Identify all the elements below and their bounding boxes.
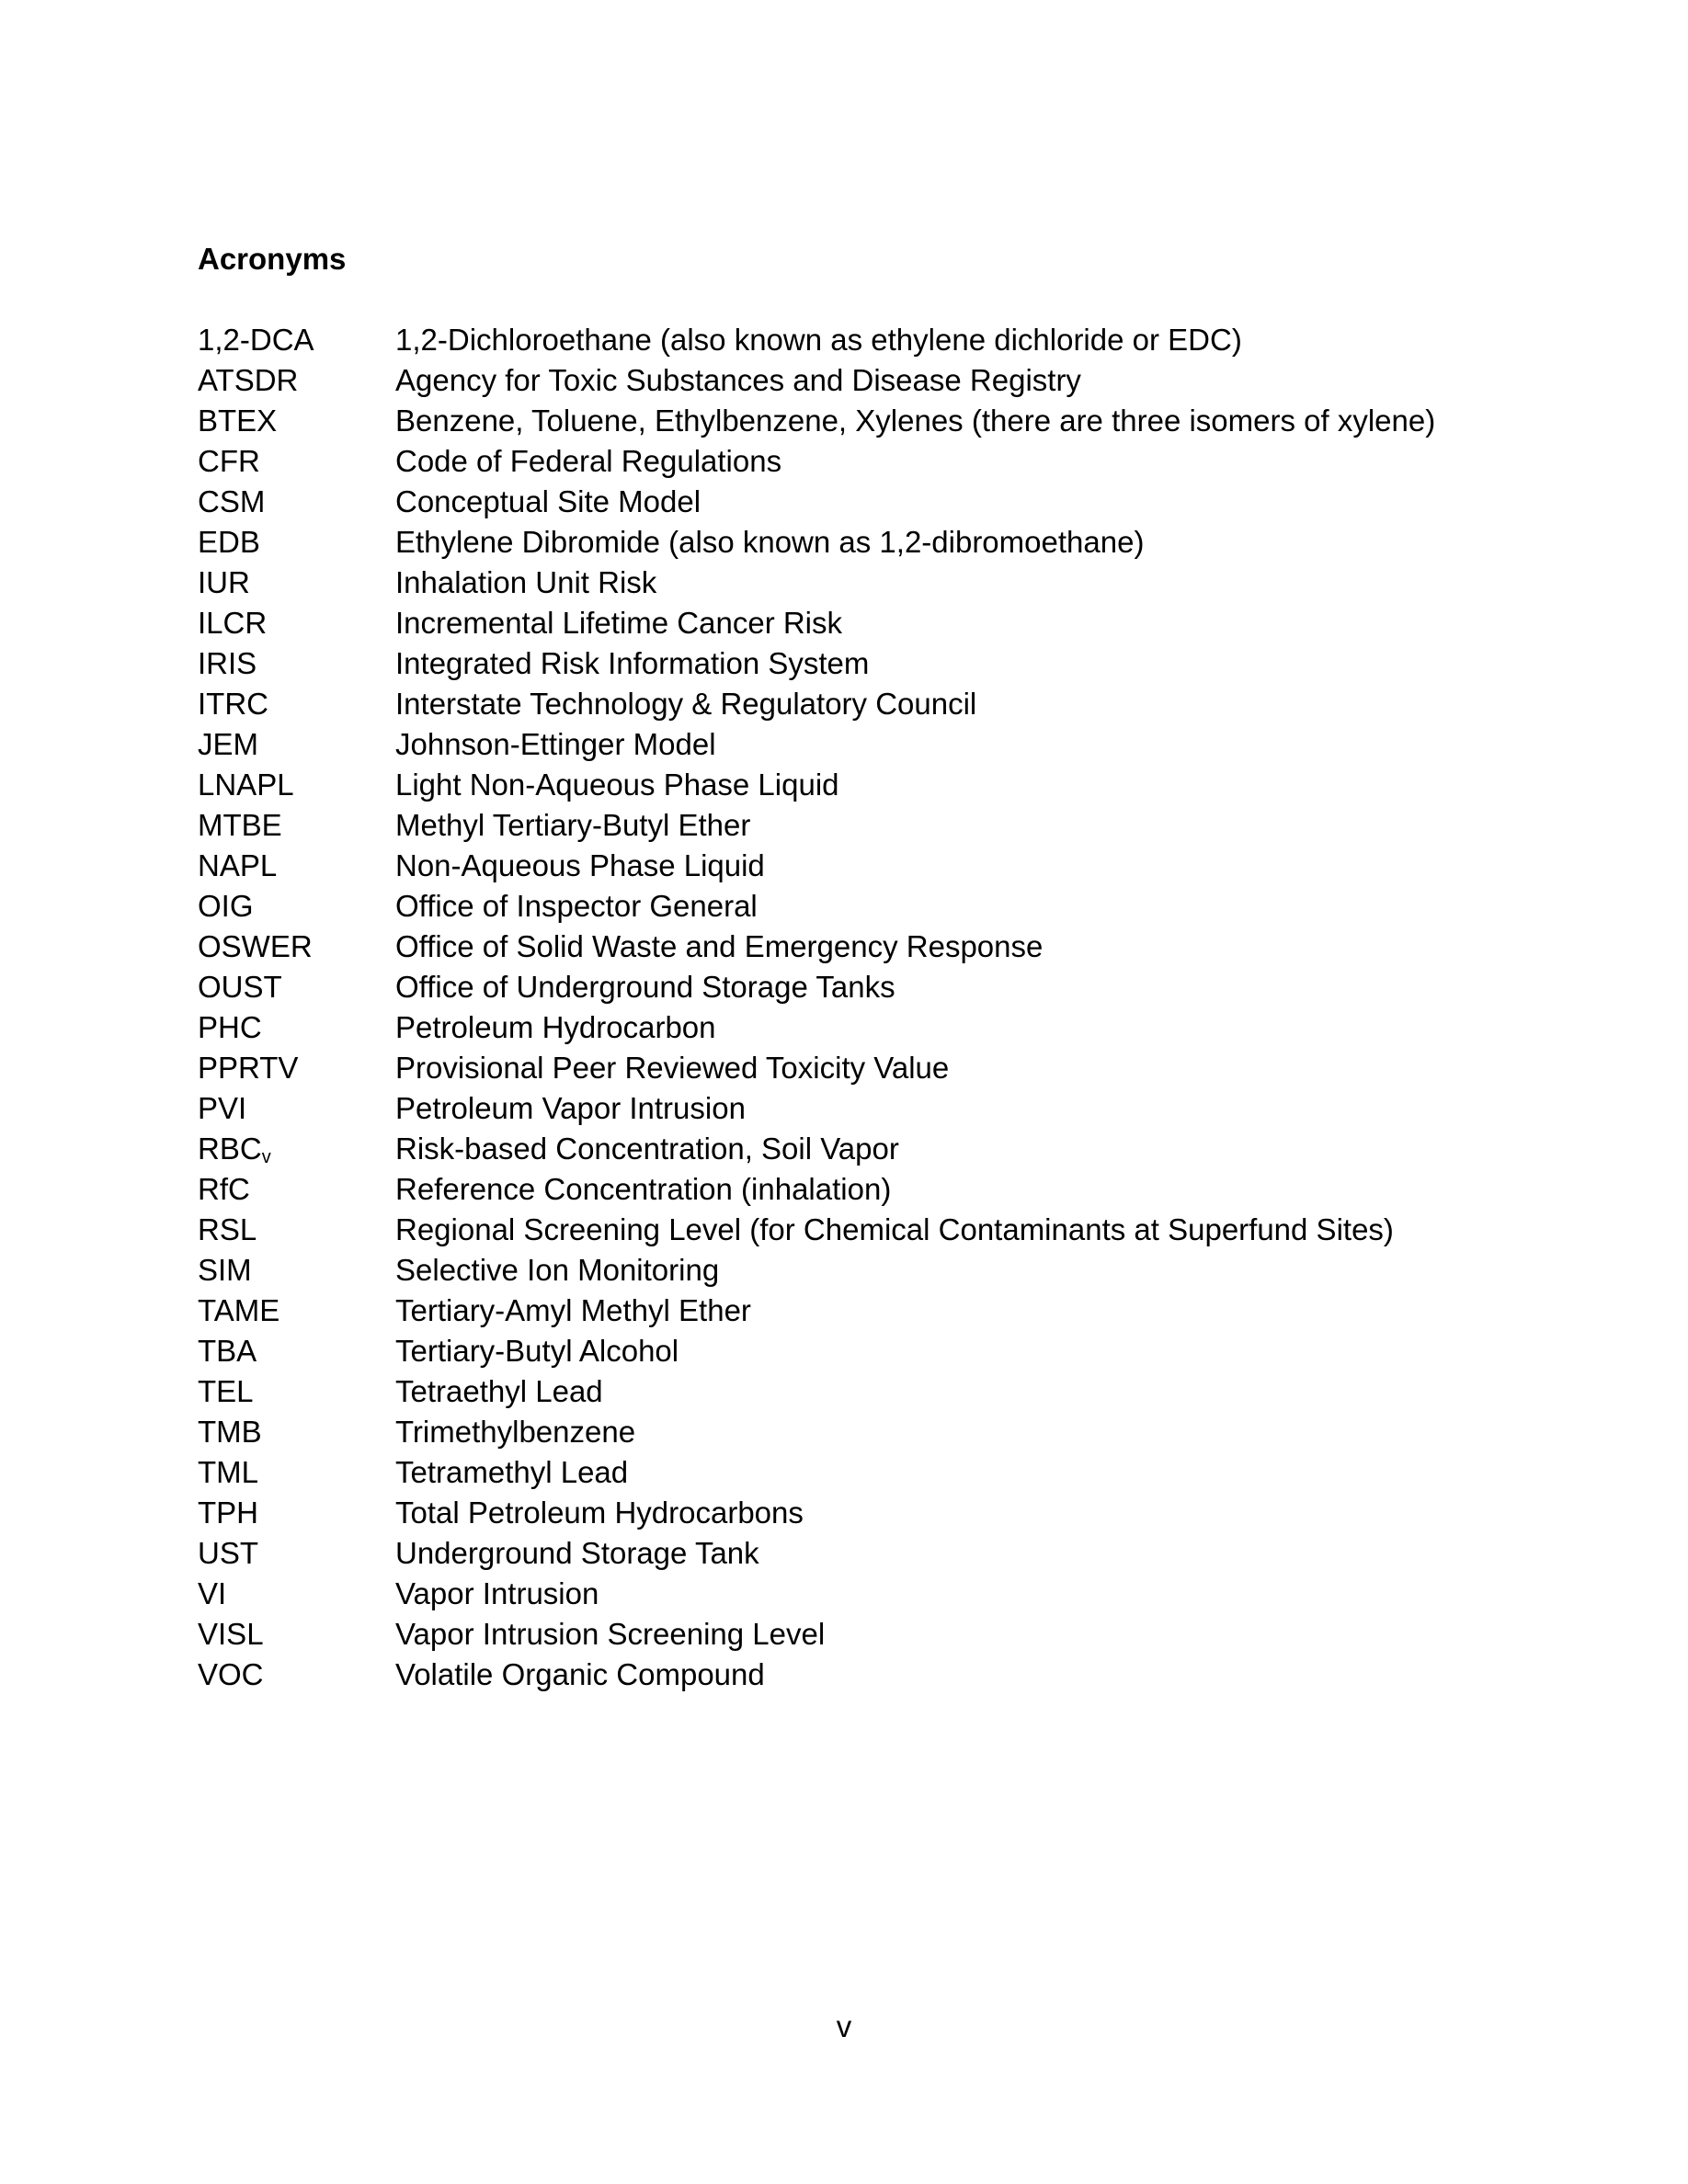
acronym-term [198, 1169, 395, 1210]
acronym-term [198, 320, 395, 360]
acronym-term [198, 684, 395, 724]
acronym-term-text: VOC [198, 1657, 264, 1691]
acronym-term-text: PVI [198, 1091, 247, 1125]
acronym-definition: Provisional Peer Reviewed Toxicity Value [395, 1051, 950, 1085]
acronym-term [198, 805, 395, 846]
acronym-row [198, 1088, 1503, 1129]
acronym-row [198, 320, 1503, 360]
acronym-row [198, 603, 1503, 643]
acronym-row [198, 1655, 1503, 1695]
acronym-row [198, 360, 1503, 401]
acronym-term-text: TBA [198, 1334, 257, 1368]
acronym-row [198, 967, 1503, 1007]
acronym-definition: Tertiary-Amyl Methyl Ether [395, 1293, 751, 1327]
acronym-term-text: CSM [198, 484, 266, 518]
acronym-term-text: RfC [198, 1172, 250, 1206]
acronym-definition: Volatile Organic Compound [395, 1657, 765, 1691]
acronym-term [198, 1614, 395, 1655]
acronym-row [198, 1048, 1503, 1088]
acronym-term-text: ITRC [198, 687, 268, 721]
acronym-term [198, 967, 395, 1007]
acronym-term-text: UST [198, 1536, 258, 1570]
acronym-row [198, 522, 1503, 563]
acronym-definition: Agency for Toxic Substances and Disease Registry [395, 363, 1081, 397]
acronym-term [198, 360, 395, 401]
acronym-definition: Tetramethyl Lead [395, 1455, 629, 1489]
acronym-row [198, 886, 1503, 927]
acronym-term-text: BTEX [198, 404, 278, 438]
acronym-row [198, 1291, 1503, 1331]
acronym-term-text: LNAPL [198, 768, 294, 802]
acronym-term [198, 724, 395, 765]
acronym-definition: Johnson-Ettinger Model [395, 727, 716, 761]
acronym-row [198, 1533, 1503, 1574]
acronym-definition: Inhalation Unit Risk [395, 565, 657, 599]
acronym-term [198, 927, 395, 967]
acronym-row [198, 401, 1503, 441]
acronym-definition: Tetraethyl Lead [395, 1374, 603, 1408]
acronym-definition: Underground Storage Tank [395, 1536, 759, 1570]
acronym-term [198, 886, 395, 927]
acronym-definition: Petroleum Vapor Intrusion [395, 1091, 746, 1125]
acronym-definition: Ethylene Dibromide (also known as 1,2-dibromoethane) [395, 525, 1145, 559]
acronym-term [198, 1291, 395, 1331]
acronym-term [198, 1088, 395, 1129]
acronym-row [198, 441, 1503, 482]
acronym-definition: Trimethylbenzene [395, 1415, 636, 1449]
acronym-term-text: TML [198, 1455, 258, 1489]
acronym-row [198, 1007, 1503, 1048]
acronym-definition: Benzene, Toluene, Ethylbenzene, Xylenes (there are three isomers of xylene) [395, 404, 1436, 438]
acronym-row [198, 1371, 1503, 1412]
acronym-definition: Regional Screening Level (for Chemical Contaminants at Superfund Sites) [395, 1212, 1394, 1246]
acronym-row [198, 684, 1503, 724]
acronym-term [198, 603, 395, 643]
acronym-term [198, 441, 395, 482]
acronym-term-text: TAME [198, 1293, 280, 1327]
acronym-term [198, 1574, 395, 1614]
acronym-definition: 1,2-Dichloroethane (also known as ethylene dichloride or EDC) [395, 323, 1242, 357]
acronym-definition: Light Non-Aqueous Phase Liquid [395, 768, 839, 802]
acronym-definition: Conceptual Site Model [395, 484, 701, 518]
acronym-term-text: MTBE [198, 808, 282, 842]
acronym-term [198, 765, 395, 805]
acronym-term [198, 1493, 395, 1533]
acronym-term [198, 643, 395, 684]
acronym-term-text: OUST [198, 970, 282, 1004]
acronym-term [198, 1452, 395, 1493]
acronym-row [198, 1574, 1503, 1614]
acronym-term-text: VISL [198, 1617, 264, 1651]
acronym-definition: Interstate Technology & Regulatory Council [395, 687, 977, 721]
acronym-term-text: ATSDR [198, 363, 299, 397]
acronym-row [198, 1452, 1503, 1493]
acronym-term-text: TPH [198, 1496, 258, 1530]
acronym-row [198, 563, 1503, 603]
acronym-definition: Petroleum Hydrocarbon [395, 1010, 716, 1044]
acronym-list [198, 320, 1503, 1695]
acronym-term-text: VI [198, 1576, 227, 1610]
acronym-definition: Total Petroleum Hydrocarbons [395, 1496, 804, 1530]
page-number: v [836, 2009, 852, 2043]
acronym-term-text: JEM [198, 727, 258, 761]
acronym-term [198, 846, 395, 886]
acronym-definition: Methyl Tertiary-Butyl Ether [395, 808, 751, 842]
acronym-term-text: OSWER [198, 929, 313, 963]
acronym-term-text: IRIS [198, 646, 257, 680]
acronym-row [198, 805, 1503, 846]
acronym-term [198, 522, 395, 563]
acronym-term-text: RSL [198, 1212, 257, 1246]
acronym-term [198, 563, 395, 603]
acronym-definition: Vapor Intrusion [395, 1576, 599, 1610]
acronym-term-text: TMB [198, 1415, 262, 1449]
acronym-term-text: 1,2-DCA [198, 323, 314, 357]
acronym-term-text: TEL [198, 1374, 254, 1408]
acronym-term [198, 1210, 395, 1250]
acronym-term [198, 1412, 395, 1452]
acronym-term-text: PPRTV [198, 1051, 299, 1085]
acronym-definition: Code of Federal Regulations [395, 444, 782, 478]
acronym-term [198, 1129, 395, 1169]
acronym-definition: Tertiary-Butyl Alcohol [395, 1334, 679, 1368]
acronym-row [198, 846, 1503, 886]
acronym-term-text: ILCR [198, 606, 268, 640]
acronym-row [198, 1493, 1503, 1533]
acronym-row [198, 765, 1503, 805]
acronym-term [198, 1371, 395, 1412]
acronym-term [198, 1533, 395, 1574]
acronym-row [198, 1129, 1503, 1169]
acronym-definition: Office of Underground Storage Tanks [395, 970, 895, 1004]
acronym-row [198, 643, 1503, 684]
acronym-term-text: PHC [198, 1010, 262, 1044]
acronym-term-text: SIM [198, 1253, 252, 1287]
acronym-term-text: RBC [198, 1132, 262, 1166]
acronym-row [198, 1169, 1503, 1210]
acronym-row [198, 724, 1503, 765]
acronym-definition: Non-Aqueous Phase Liquid [395, 848, 765, 882]
acronym-term-subscript: v [261, 1147, 271, 1167]
acronym-definition: Risk-based Concentration, Soil Vapor [395, 1132, 899, 1166]
acronym-term [198, 1331, 395, 1371]
acronym-term-text: IUR [198, 565, 250, 599]
page-title: Acronyms [198, 242, 347, 276]
acronym-term [198, 482, 395, 522]
acronym-definition: Vapor Intrusion Screening Level [395, 1617, 826, 1651]
acronym-term-text: EDB [198, 525, 260, 559]
acronym-definition: Selective Ion Monitoring [395, 1253, 720, 1287]
acronym-definition: Reference Concentration (inhalation) [395, 1172, 892, 1206]
acronym-term [198, 1048, 395, 1088]
acronym-definition: Incremental Lifetime Cancer Risk [395, 606, 843, 640]
acronym-term [198, 1007, 395, 1048]
acronym-row [198, 1412, 1503, 1452]
acronym-term [198, 1250, 395, 1291]
acronym-row [198, 1210, 1503, 1250]
acronym-row [198, 482, 1503, 522]
acronym-definition: Integrated Risk Information System [395, 646, 870, 680]
acronym-term-text: CFR [198, 444, 260, 478]
acronym-term [198, 1655, 395, 1695]
acronym-row [198, 1250, 1503, 1291]
acronym-term-text: OIG [198, 889, 254, 923]
acronym-row [198, 1614, 1503, 1655]
acronym-term-text: NAPL [198, 848, 278, 882]
acronym-definition: Office of Inspector General [395, 889, 758, 923]
acronym-term [198, 401, 395, 441]
acronym-definition: Office of Solid Waste and Emergency Response [395, 929, 1044, 963]
acronym-row [198, 1331, 1503, 1371]
acronym-row [198, 927, 1503, 967]
